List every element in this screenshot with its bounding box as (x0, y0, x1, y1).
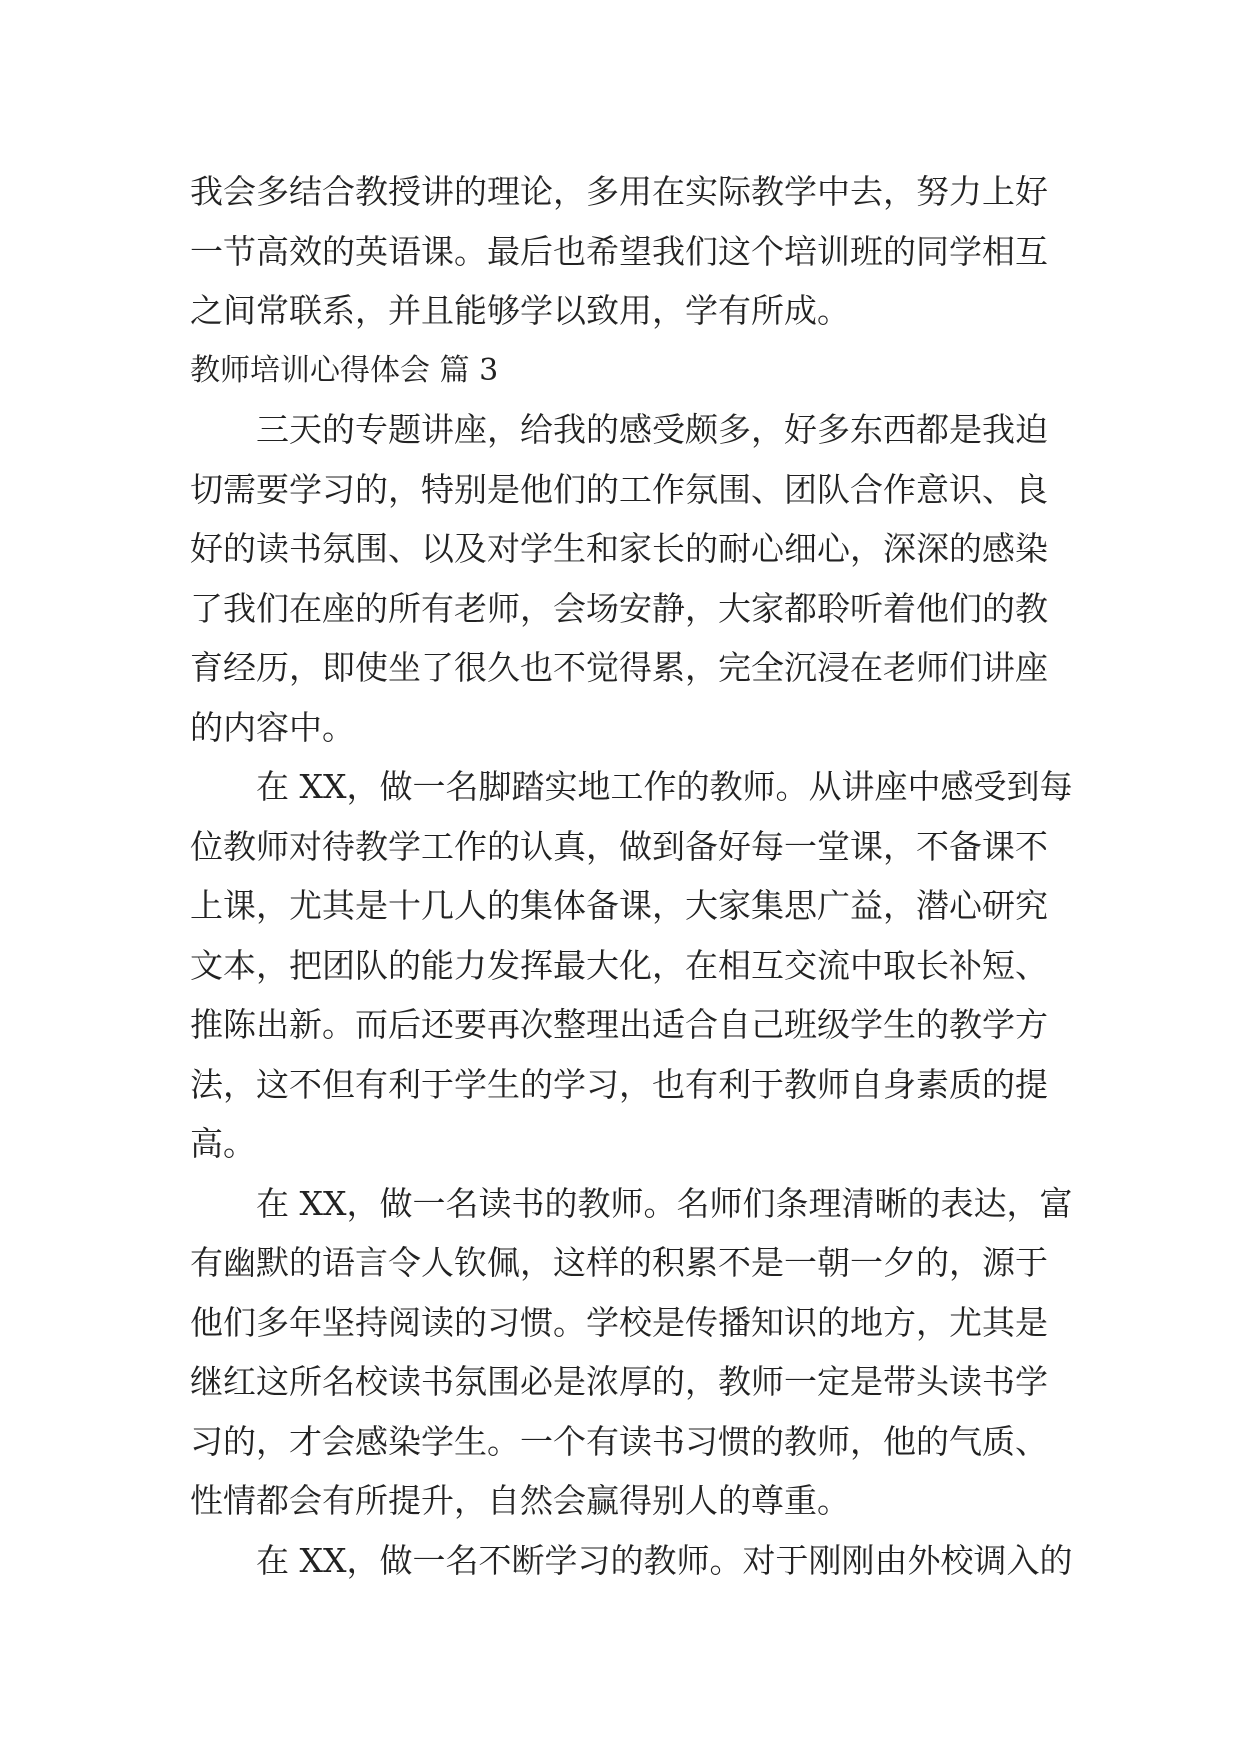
text-line: 有幽默的语言令人钦佩，这样的积累不是一朝一夕的，源于 (190, 1243, 1048, 1282)
section-heading-text: 教师培训心得体会 篇 3 (190, 352, 499, 388)
text-line: 推陈出新。而后还要再次整理出适合自己班级学生的教学方 (190, 1005, 1048, 1044)
text-line: 之间常联系，并且能够学以致用，学有所成。 (190, 291, 850, 330)
paragraph-intro-end (190, 162, 1048, 341)
text-line: 切需要学习的，特别是他们的工作氛围、团队合作意识、良 (190, 469, 1048, 509)
text-line: 位教师对待教学工作的认真，做到备好每一堂课，不备课不 (190, 826, 1048, 866)
text-line: 在 XX，做一名读书的教师。名师们条理清晰的表达，富 (256, 1183, 1073, 1223)
section-heading (190, 341, 1048, 401)
paragraph-practical (190, 757, 1073, 1174)
document-body (190, 162, 1073, 1590)
text-line: 法，这不但有利于学生的学习，也有利于教师自身素质的提 (190, 1064, 1048, 1104)
text-line: 育经历，即使坐了很久也不觉得累，完全沉浸在老师们讲座 (190, 648, 1048, 687)
text-line: 高。 (190, 1124, 256, 1163)
paragraph-reading (190, 1174, 1073, 1531)
text-line: 在 XX，做一名不断学习的教师。对于刚刚由外校调入的 (256, 1540, 1073, 1580)
text-line: 的内容中。 (190, 707, 355, 747)
text-line: 我会多结合教授讲的理论，多用在实际教学中去，努力上好 (190, 172, 1048, 211)
text-line: 好的读书氛围、以及对学生和家长的耐心细心，深深的感染 (190, 529, 1048, 568)
text-line: 他们多年坚持阅读的习惯。学校是传播知识的地方，尤其是 (190, 1302, 1048, 1342)
text-line: 上课，尤其是十几人的集体备课，大家集思广益，潜心研究 (190, 886, 1048, 925)
paragraph-lectures (190, 400, 1048, 757)
text-line: 性情都会有所提升，自然会赢得别人的尊重。 (190, 1481, 850, 1520)
text-line: 习的，才会感染学生。一个有读书习惯的教师，他的气质、 (190, 1421, 1048, 1461)
text-line: 继红这所名校读书氛围必是浓厚的，教师一定是带头读书学 (190, 1362, 1048, 1401)
text-line: 三天的专题讲座，给我的感受颇多，好多东西都是我迫 (256, 410, 1048, 449)
text-line: 文本，把团队的能力发挥最大化，在相互交流中取长补短、 (190, 945, 1048, 985)
paragraph-learning (190, 1531, 1073, 1591)
text-line: 在 XX，做一名脚踏实地工作的教师。从讲座中感受到每 (256, 767, 1073, 806)
text-line: 一节高效的英语课。最后也希望我们这个培训班的同学相互 (190, 231, 1048, 271)
text-line: 了我们在座的所有老师，会场安静，大家都聆听着他们的教 (190, 588, 1048, 628)
